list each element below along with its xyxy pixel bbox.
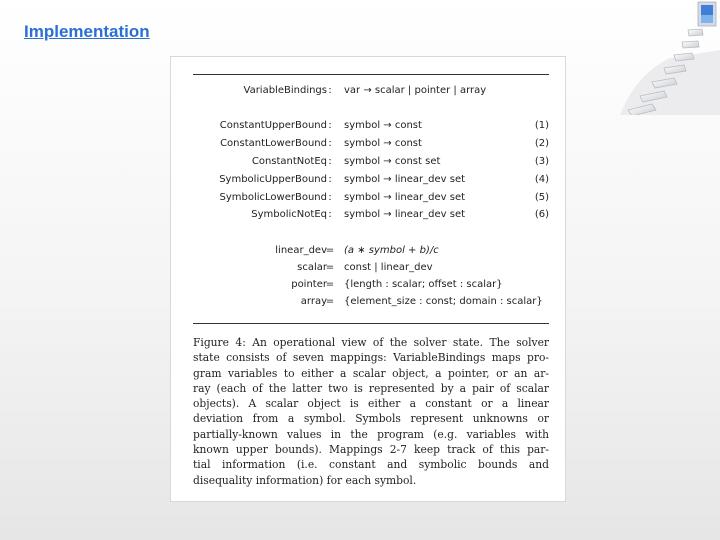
definition-name: array <box>300 296 327 307</box>
separator: : <box>328 138 332 149</box>
caption-line: tial information (i.e. constant and symbolic bounds and <box>193 458 549 472</box>
separator: = <box>325 245 335 256</box>
definition-value: (a ∗ symbol + b)/c <box>344 245 439 256</box>
equation-number: (5) <box>534 192 549 203</box>
definition-name: linear_dev <box>275 245 327 256</box>
definition-row <box>171 245 567 261</box>
header-row <box>171 85 567 101</box>
slide-title: Implementation <box>24 22 150 41</box>
definition-value: {element_size : const; domain : scalar} <box>344 296 543 307</box>
mapping-type: symbol → const set <box>344 156 441 167</box>
definition-value: const | linear_dev <box>344 262 433 273</box>
mapping-name: SymbolicLowerBound <box>219 192 327 203</box>
mapping-type: symbol → linear_dev set <box>344 192 466 203</box>
caption-line: disequality information) for each symbol. <box>193 473 417 487</box>
caption-line: objects). A scalar object is either a constant or a linear <box>193 397 549 411</box>
mapping-name: ConstantNotEq <box>251 156 327 167</box>
paper-figure <box>170 56 566 502</box>
figure-caption <box>193 335 549 488</box>
mapping-name: VariableBindings <box>243 85 327 96</box>
separator: : <box>328 156 332 167</box>
caption-line: gram variables to either a scalar object, a pointer, or an ar- <box>193 366 549 380</box>
caption-line: state consists of seven mappings: VariableBindings maps pro- <box>193 351 549 365</box>
caption-line: known upper bounds). Mappings 2-7 keep track of this par- <box>193 443 549 457</box>
mapping-type: symbol → const <box>344 138 422 149</box>
separator: : <box>328 192 332 203</box>
definition-row <box>171 296 567 312</box>
mapping-row <box>171 138 567 154</box>
separator: = <box>325 279 335 290</box>
equation-number: (4) <box>534 174 549 185</box>
caption-line: Figure 4: An operational view of the solver state. The solver <box>193 336 549 349</box>
caption-line: deviation from a symbol. Symbols represent unknowns or <box>193 412 549 426</box>
definition-name: scalar <box>297 262 327 273</box>
mapping-row <box>171 120 567 136</box>
mapping-type: symbol → linear_dev set <box>344 209 466 220</box>
separator: = <box>325 262 335 273</box>
mapping-row <box>171 174 567 190</box>
separator: : <box>328 85 332 96</box>
mapping-type: symbol → const <box>344 120 422 131</box>
equation-number: (2) <box>534 138 549 149</box>
equation-number: (1) <box>534 120 549 131</box>
caption-line: partially-known values in the program (e.g. variables with <box>193 427 549 441</box>
mapping-row <box>171 192 567 208</box>
bottom-rule <box>193 323 549 324</box>
mapping-name: ConstantUpperBound <box>219 120 327 131</box>
caption-line: ray (each of the latter two is represented by a pair of scalar <box>193 381 549 395</box>
mapping-type: symbol → linear_dev set <box>344 174 466 185</box>
mapping-name: SymbolicUpperBound <box>219 174 327 185</box>
separator: : <box>328 174 332 185</box>
mapping-row <box>171 209 567 225</box>
mapping-type: var → scalar | pointer | array <box>344 85 487 96</box>
staircase-decoration <box>610 0 720 115</box>
separator: : <box>328 209 332 220</box>
equation-number: (3) <box>534 156 549 167</box>
separator: : <box>328 120 332 131</box>
definition-value: {length : scalar; offset : scalar} <box>344 279 503 290</box>
mapping-name: SymbolicNotEq <box>251 209 327 220</box>
definition-name: pointer <box>291 279 327 290</box>
mapping-row <box>171 156 567 172</box>
mapping-name: ConstantLowerBound <box>220 138 327 149</box>
separator: = <box>325 296 335 307</box>
definition-row <box>171 279 567 295</box>
top-rule <box>193 74 549 75</box>
equation-number: (6) <box>534 209 549 220</box>
definition-row <box>171 262 567 278</box>
